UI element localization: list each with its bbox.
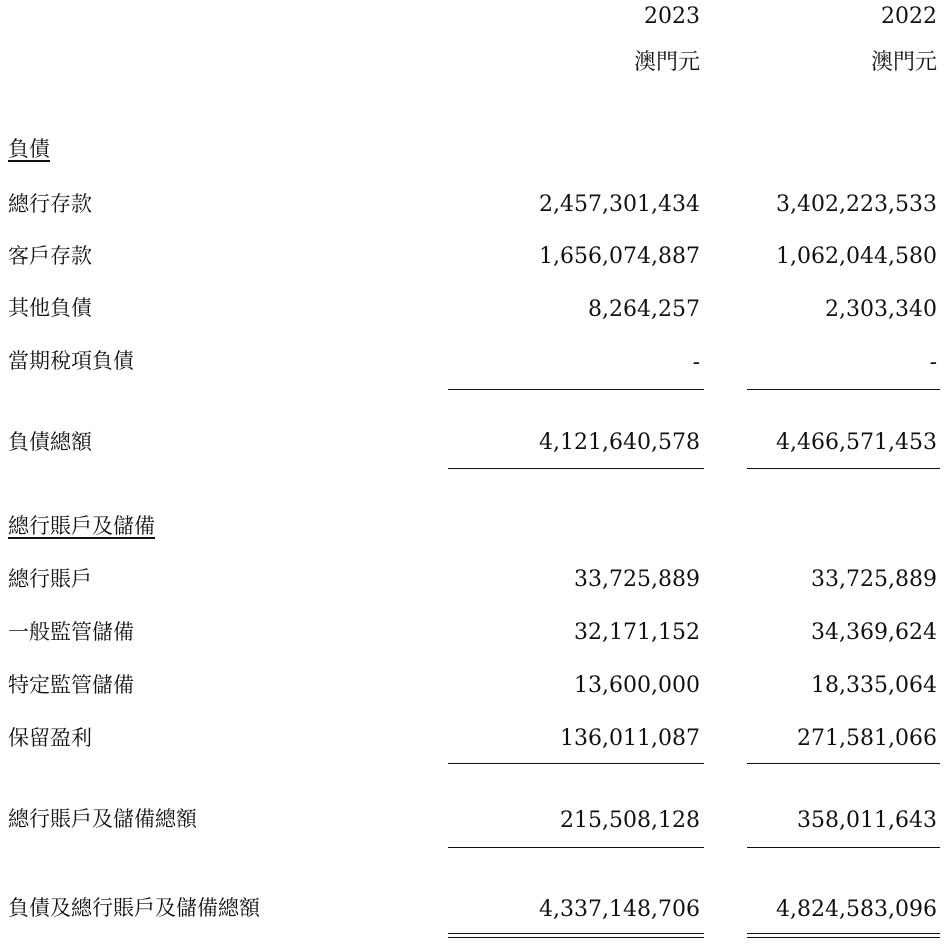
grand-total-double-rule-2022 <box>747 933 940 938</box>
value-2023-customer-deposits: 1,656,074,887 <box>539 244 700 269</box>
value-2022-specific-regulatory-reserve: 18,335,064 <box>811 673 937 698</box>
value-2023-head-office-account: 33,725,889 <box>574 567 700 592</box>
col-2022-currency: 澳門元 <box>870 50 937 75</box>
value-2022-retained-earnings: 271,581,066 <box>797 726 937 751</box>
col-2023-currency: 澳門元 <box>633 50 700 75</box>
value-2023-grand-total: 4,337,148,706 <box>539 897 700 922</box>
value-2023-specific-regulatory-reserve: 13,600,000 <box>574 673 700 698</box>
value-2022-head-office-account: 33,725,889 <box>811 567 937 592</box>
value-2022-current-tax-liabilities: - <box>929 350 937 375</box>
total-rule-2023 <box>448 847 704 848</box>
col-2023-year: 2023 <box>644 4 700 29</box>
value-2023-other-liabilities: 8,264,257 <box>588 297 700 322</box>
value-2022-other-liabilities: 2,303,340 <box>825 297 937 322</box>
value-2023-general-regulatory-reserve: 32,171,152 <box>574 620 700 645</box>
grand-total-double-rule-2023 <box>448 933 704 938</box>
row-label-retained-earnings: 保留盈利 <box>8 726 92 750</box>
head-office-heading: 總行賬戶及儲備 <box>8 514 155 538</box>
value-2023-current-tax-liabilities: - <box>692 350 700 375</box>
total-rule-2022 <box>747 468 940 469</box>
row-label-general-regulatory-reserve: 一般監管儲備 <box>8 620 134 644</box>
row-label-grand-total: 負債及總行賬戶及儲備總額 <box>8 896 260 920</box>
value-2022-total-head-office-reserves: 358,011,643 <box>797 808 937 833</box>
value-2022-customer-deposits: 1,062,044,580 <box>776 244 937 269</box>
subtotal-rule-2022 <box>747 389 940 390</box>
row-label-current-tax-liabilities: 當期稅項負債 <box>8 349 134 373</box>
row-label-specific-regulatory-reserve: 特定監管儲備 <box>8 673 134 697</box>
row-label-total-head-office-reserves: 總行賬戶及儲備總額 <box>8 807 197 831</box>
subtotal-rule-2022 <box>747 763 940 764</box>
subtotal-rule-2023 <box>448 763 704 764</box>
col-2022-year: 2022 <box>881 4 937 29</box>
value-2022-general-regulatory-reserve: 34,369,624 <box>811 620 937 645</box>
row-label-other-liabilities: 其他負債 <box>8 296 92 320</box>
value-2023-total-liabilities: 4,121,640,578 <box>539 430 700 455</box>
value-2023-retained-earnings: 136,011,087 <box>560 726 700 751</box>
row-label-total-liabilities: 負債總額 <box>8 430 92 454</box>
liabilities-heading: 負債 <box>8 137 50 161</box>
row-label-head-office-deposits: 總行存款 <box>8 192 92 216</box>
value-2023-head-office-deposits: 2,457,301,434 <box>539 192 700 217</box>
value-2022-head-office-deposits: 3,402,223,533 <box>776 192 937 217</box>
value-2023-total-head-office-reserves: 215,508,128 <box>560 808 700 833</box>
value-2022-total-liabilities: 4,466,571,453 <box>776 430 937 455</box>
subtotal-rule-2023 <box>448 389 704 390</box>
total-rule-2023 <box>448 468 704 469</box>
row-label-head-office-account: 總行賬戶 <box>8 567 92 591</box>
value-2022-grand-total: 4,824,583,096 <box>776 897 937 922</box>
row-label-customer-deposits: 客戶存款 <box>8 244 92 268</box>
total-rule-2022 <box>747 847 940 848</box>
